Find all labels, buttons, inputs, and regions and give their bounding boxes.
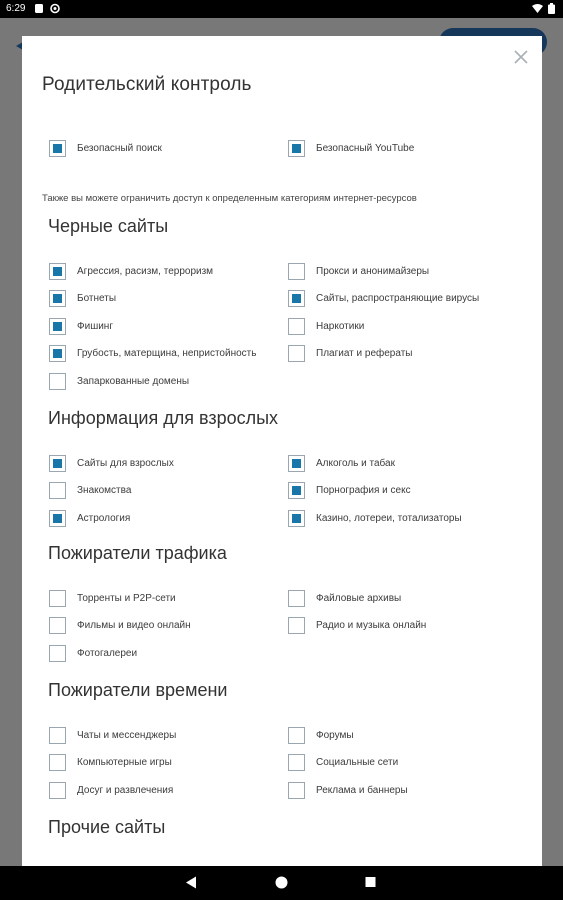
category-option[interactable] bbox=[288, 509, 462, 527]
category-option[interactable] bbox=[49, 262, 213, 280]
checkbox[interactable] bbox=[288, 263, 305, 280]
category-option[interactable] bbox=[288, 726, 354, 744]
categories-note: Также вы можете ограничить доступ к определенным категориям интернет-ресурсов bbox=[42, 193, 417, 204]
checkbox[interactable] bbox=[288, 482, 305, 499]
option-safe-youtube[interactable] bbox=[288, 139, 414, 157]
wifi-icon bbox=[532, 4, 543, 14]
section-title: Прочие сайты bbox=[48, 817, 166, 837]
option-label: Безопасный YouTube bbox=[316, 142, 415, 154]
category-option[interactable] bbox=[49, 454, 174, 472]
option-label: Наркотики bbox=[316, 320, 365, 332]
option-label: Агрессия, расизм, терроризм bbox=[77, 265, 214, 277]
dialog-title: Родительский контроль bbox=[42, 74, 252, 95]
status-time: 6:29 bbox=[6, 3, 26, 14]
parental-control-dialog bbox=[22, 36, 542, 866]
category-option[interactable] bbox=[49, 589, 176, 607]
category-option[interactable] bbox=[49, 372, 189, 390]
checkbox[interactable] bbox=[49, 782, 66, 799]
option-label: Сайты для взрослых bbox=[77, 457, 174, 469]
checkbox[interactable] bbox=[49, 263, 66, 280]
checkbox[interactable] bbox=[288, 318, 305, 335]
checkbox[interactable] bbox=[49, 373, 66, 390]
option-safe-search[interactable] bbox=[49, 139, 162, 157]
checkbox[interactable] bbox=[288, 510, 305, 527]
checkbox[interactable] bbox=[288, 290, 305, 307]
checkbox[interactable] bbox=[288, 727, 305, 744]
recents-icon[interactable] bbox=[365, 876, 376, 888]
option-label: Сайты, распространяющие вирусы bbox=[316, 293, 480, 304]
checkbox[interactable] bbox=[49, 645, 66, 662]
checkbox[interactable] bbox=[288, 617, 305, 634]
category-option[interactable] bbox=[49, 345, 256, 363]
option-label: Запаркованные домены bbox=[77, 375, 190, 387]
category-option[interactable] bbox=[288, 617, 426, 635]
option-label: Радио и музыка онлайн bbox=[316, 620, 427, 631]
checkbox[interactable] bbox=[49, 590, 66, 607]
checkbox[interactable] bbox=[49, 140, 66, 157]
option-label: Реклама и баннеры bbox=[316, 784, 408, 796]
close-icon[interactable] bbox=[512, 48, 530, 66]
option-label: Казино, лотереи, тотализаторы bbox=[316, 512, 462, 524]
option-label: Досуг и развлечения bbox=[77, 784, 174, 796]
option-label: Знакомства bbox=[77, 485, 132, 496]
category-option[interactable] bbox=[288, 454, 395, 472]
option-label: Фильмы и видео онлайн bbox=[77, 620, 191, 631]
sync-icon bbox=[50, 3, 60, 14]
category-option[interactable] bbox=[288, 345, 412, 363]
back-icon[interactable] bbox=[185, 876, 197, 889]
option-label: Чаты и мессенджеры bbox=[77, 729, 177, 741]
option-label: Форумы bbox=[316, 729, 354, 741]
option-label: Файловые архивы bbox=[316, 592, 402, 604]
navigation-bar bbox=[0, 866, 563, 900]
checkbox[interactable] bbox=[49, 754, 66, 771]
checkbox[interactable] bbox=[49, 455, 66, 472]
checkbox[interactable] bbox=[288, 590, 305, 607]
option-label: Порнография и секс bbox=[316, 485, 411, 496]
checkbox[interactable] bbox=[49, 290, 66, 307]
option-label: Безопасный поиск bbox=[77, 142, 162, 154]
checkbox[interactable] bbox=[49, 617, 66, 634]
option-label: Фотогалереи bbox=[77, 647, 138, 659]
category-option[interactable] bbox=[49, 317, 113, 335]
checkbox[interactable] bbox=[288, 782, 305, 799]
option-label: Торренты и P2P-сети bbox=[77, 592, 176, 604]
category-option[interactable] bbox=[49, 290, 116, 308]
option-label: Социальные сети bbox=[316, 757, 399, 768]
option-label: Астрология bbox=[77, 512, 131, 524]
home-icon[interactable] bbox=[275, 876, 288, 889]
category-option[interactable] bbox=[288, 290, 479, 308]
category-option[interactable] bbox=[49, 509, 130, 527]
checkbox[interactable] bbox=[288, 455, 305, 472]
checkbox[interactable] bbox=[49, 727, 66, 744]
option-label: Компьютерные игры bbox=[77, 757, 172, 768]
category-option[interactable] bbox=[49, 617, 191, 635]
checkbox[interactable] bbox=[288, 140, 305, 157]
category-option[interactable] bbox=[288, 781, 408, 799]
option-label: Фишинг bbox=[77, 320, 113, 332]
category-option[interactable] bbox=[49, 726, 176, 744]
category-option[interactable] bbox=[288, 317, 364, 335]
category-option[interactable] bbox=[288, 589, 401, 607]
category-option[interactable] bbox=[49, 781, 173, 799]
status-bar bbox=[0, 0, 563, 18]
section-title: Пожиратели трафика bbox=[48, 543, 227, 563]
category-option[interactable] bbox=[49, 644, 137, 662]
category-option[interactable] bbox=[288, 262, 429, 280]
checkbox[interactable] bbox=[49, 510, 66, 527]
checkbox[interactable] bbox=[288, 754, 305, 771]
section-title: Информация для взрослых bbox=[48, 408, 279, 428]
option-label: Прокси и анонимайзеры bbox=[316, 265, 430, 277]
section-title: Черные сайты bbox=[48, 216, 169, 236]
section-title: Пожиратели времени bbox=[48, 680, 228, 700]
category-option[interactable] bbox=[49, 754, 172, 772]
category-option[interactable] bbox=[49, 482, 131, 500]
checkbox[interactable] bbox=[49, 345, 66, 362]
option-label: Ботнеты bbox=[77, 293, 117, 304]
option-label: Грубость, матерщина, непристойность bbox=[77, 348, 257, 359]
notification-icon bbox=[34, 3, 44, 14]
option-label: Плагиат и рефераты bbox=[316, 348, 413, 359]
category-option[interactable] bbox=[288, 482, 411, 500]
category-option[interactable] bbox=[288, 754, 398, 772]
checkbox[interactable] bbox=[49, 318, 66, 335]
battery-icon bbox=[548, 3, 555, 14]
checkbox[interactable] bbox=[288, 345, 305, 362]
option-label: Алкоголь и табак bbox=[316, 457, 395, 469]
checkbox[interactable] bbox=[49, 482, 66, 499]
